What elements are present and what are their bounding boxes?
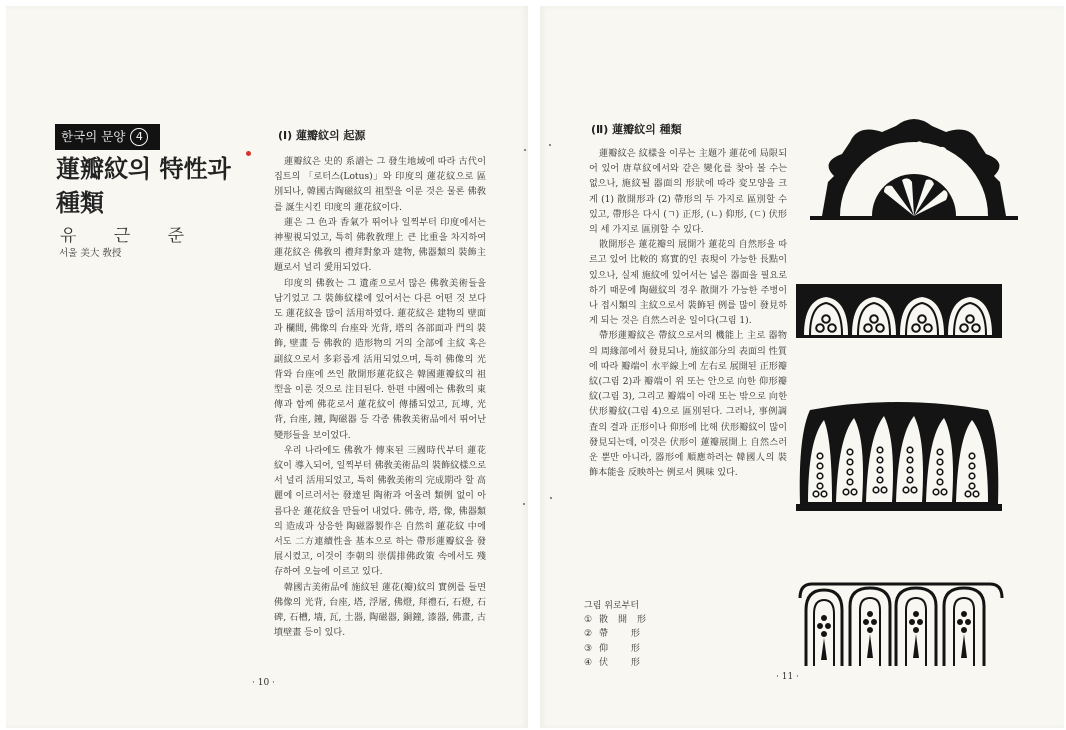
- caption-item: [584, 627, 656, 641]
- article-title: [56, 152, 256, 220]
- lotus-band-motif: [796, 284, 1002, 338]
- left-page: [6, 6, 528, 728]
- page-number-left: · 10 ·: [252, 678, 275, 688]
- paragraph: 散開形은 蓮花瓣의 展開가 蓮花의 自然形을 따르고 있어 比較的 寫實的인 表現이 가능한 長點이 있으나, 실제 施紋에 있어서는 넓은 器面을 필요로 하기 때문에 陶磁紋의 경우 散開가 가능한 주병이나 접시類의 主紋으로서 裝飾된 例를 많이 發見하게 되는 것은 自然스러운 일이다(그림 1).: [589, 240, 787, 327]
- paragraph: 蓮瓣紋은 紋樣을 이루는 主題가 蓮花에 局限되어 있어 唐草紋에서와 같은 變化를 찾아 볼 수는 없으나, 施紋될 器面의 形狀에 따라 変모양을 크게 (1) 散開形과 (2) 帶形의 두 가지로 區別할 수 있고, 帶形은 다시 (ㄱ) 正形, (ㄴ) 仰形, (ㄷ) 伏形의 세 가지로 區別할 수 있다.: [589, 149, 787, 236]
- lotus-fan-motif: [800, 118, 1028, 224]
- speck: [549, 144, 551, 146]
- section-title-types: (Ⅱ) 蓮瓣紋의 種類: [591, 123, 682, 136]
- red-mark: [246, 151, 251, 156]
- caption-item: [584, 656, 656, 670]
- page-number-right: · 11 ·: [776, 672, 799, 682]
- caption-item: [584, 642, 656, 656]
- speck: [550, 497, 552, 499]
- page-gutter: [528, 0, 540, 730]
- series-label-text: 한국의 문양: [61, 129, 126, 144]
- body-text-left: [274, 155, 486, 642]
- paragraph: 蓮瓣紋은 史的 系譜는 그 發生地域에 따라 古代이집트의 「로터스(Lotus)」와 印度의 蓮花紋으로 區別되나, 韓國古陶磁紋의 祖型을 이룬 것은 물론 佛敎를 誕生시킨 印度의 蓮花紋이다.: [274, 157, 486, 213]
- caption-item-text: 仰 形: [599, 643, 650, 654]
- caption-item: [584, 613, 656, 627]
- caption-item-text: 帶 形: [599, 629, 650, 640]
- paragraph: 韓國古美術品에 施紋된 蓮花(瓣)紋의 實例를 들면 佛像의 光背, 台座, 塔, 浮屠, 佛燈, 拜禮石, 石燈, 石碑, 石槽, 墻, 瓦, 土器, 陶磁器, 銅鐘, 漆器, 佛畫, 古墳壁畫 등이 있다.: [274, 582, 486, 639]
- caption-item-number: ①: [584, 615, 593, 626]
- caption-item-number: ②: [584, 629, 593, 640]
- upward-lotus-band-motif: [796, 396, 1002, 512]
- paragraph: 우리 나라에도 佛敎가 傳來된 三國時代부터 蓮花紋이 導入되어, 일찍부터 佛敎美術品의 裝飾紋樣으로서 널리 活用되었고, 특히 佛敎美術의 完成期라 할 高麗에 이르러서는 發達된 陶術과 어울려 類例 없이 아름다운 蓮花紋을 만들어 내었다. 佛寺, 塔, 像, 佛器類의 造成과 상응한 陶磁器製作은 自然히 蓮花紋 中에서도 二方連續性을 基本으로 하는 帶形蓮瓣紋을 發展시켰고, 이것이 李朝의 崇儒排佛政策 속에서도 殘存하여 오늘에 이르고 있다.: [274, 445, 486, 578]
- section-title-origin: (Ⅰ) 蓮瓣紋의 起源: [278, 129, 366, 142]
- downward-lotus-band-motif: [798, 576, 1004, 668]
- speck: [524, 149, 526, 151]
- article-title-line2: 種類: [56, 188, 104, 217]
- caption-item-number: ③: [584, 643, 593, 654]
- author-name: 유 근 준: [60, 226, 201, 246]
- paragraph: 帶形蓮瓣紋은 帶紋으로서의 機能上 主로 器物의 周緣部에서 發見되나, 施紋部分의 表面의 性質에 따라 瓣端이 水平線上에 左右로 展開된 正形瓣紋(그림 2)과 瓣端이 위 또는 안으로 向한 仰形瓣紋(그림 3), 그리고 瓣端이 아래 또는 밖으로 向한 伏形瓣紋(그림 4)으로 區別된다. 그러나, 事例調査의 결과 正形이나 仰形에 比해 伏形瓣紋이 많이 發見되는데, 이것은 伏形이 蓮瓣展開上 自然스러운 뿐만 아니라, 器形에 順應하려는 韓國人의 裝飾本能을 反映하는 例로서 興味 있다.: [589, 331, 787, 479]
- article-title-line1: 蓮瓣紋의 特性과: [56, 154, 231, 183]
- paragraph: 蓮은 그 色과 香氣가 뛰어나 일찍부터 印度에서는 神聖視되었고, 특히 佛敎敎理上 큰 比重을 차지하여 蓮花紋은 佛敎의 禮拜對象과 建物, 佛器類의 裝飾主題로서 널리 愛用되었다.: [274, 217, 486, 274]
- caption-heading: 그림 위로부터: [584, 601, 640, 611]
- caption-item-number: ④: [584, 657, 593, 668]
- speck: [523, 503, 525, 505]
- series-number: 4: [130, 128, 148, 146]
- series-label: [55, 124, 160, 150]
- caption-item-text: 伏 形: [599, 657, 650, 668]
- figure-caption: [584, 599, 656, 670]
- caption-item-text: 散開形: [599, 615, 657, 626]
- author-affiliation: 서울 美大 敎授: [59, 248, 122, 259]
- body-text-right: [589, 147, 787, 481]
- paragraph: 印度의 佛敎는 그 遺產으로서 많은 佛敎美術들을 남기었고 그 裝飾紋樣에 있어서는 다른 어떤 것 보다도 蓮花紋을 많이 活用하였다. 蓮花紋은 建物의 壁面과 欄間, 佛像의 台座와 光背, 塔의 各部面과 門의 裝飾, 壁畫 등 佛敎的 造形物의 거의 全部에 主紋 혹은 副紋으로서 多彩롭게 活用되었으며, 특히 佛像의 光背와 台座에 쓰인 散開形蓮花紋은 韓國蓮瓣紋의 祖型을 이룬 것으로 注目된다. 한편 中國에는 佛敎의 東傳과 함께 佛花로서 蓮花紋이 傳播되었고, 瓦塼, 光背, 台座, 鐘, 陶磁器 등 각종 佛敎美術品에서 뛰어난 變形들을 보이었다.: [274, 278, 486, 441]
